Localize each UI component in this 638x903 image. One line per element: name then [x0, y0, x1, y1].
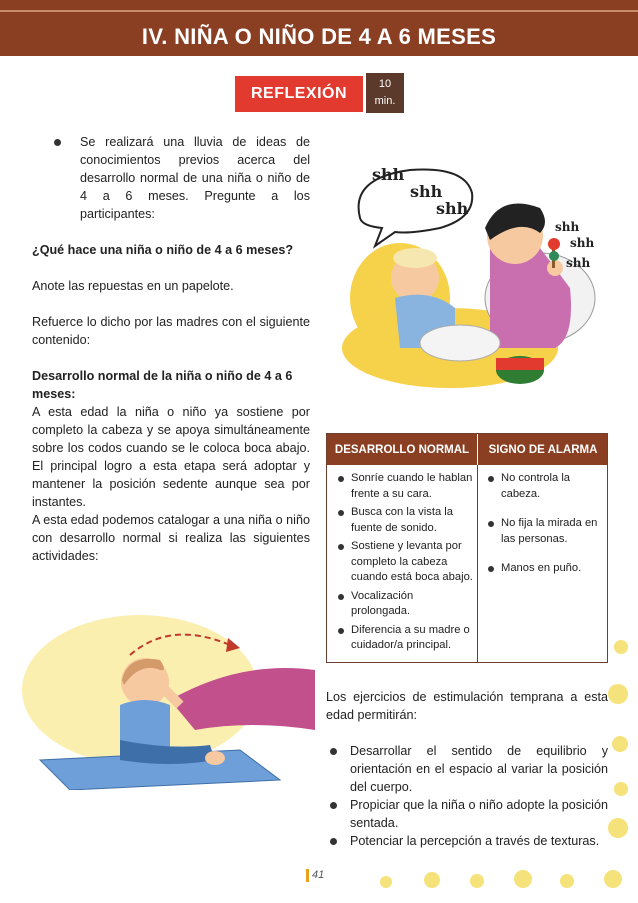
paragraph-activities: A esta edad podemos catalogar a una niña o niño con desarrollo normal si realiza las siguientes actividades: [32, 513, 310, 563]
header-normal: DESARROLLO NORMAL [334, 443, 470, 456]
table-header [327, 434, 607, 465]
right-column [326, 688, 608, 850]
exercises-intro: Los ejercicios de estimulación temprana a esta edad permitirán: [326, 690, 608, 722]
left-column [32, 133, 310, 565]
decor-dot [514, 870, 532, 888]
side-word-2: shh [570, 236, 595, 250]
list-item: Sonríe cuando le hablan frente a su cara. [337, 471, 473, 502]
bullet-icon [338, 628, 344, 634]
decor-dot [614, 782, 628, 796]
intro-bullet [32, 133, 310, 223]
normal-column [337, 471, 473, 657]
decor-dot [614, 640, 628, 654]
list-item: Propiciar que la niña o niño adopte la posición sentada. [326, 796, 608, 832]
bullet-icon [488, 476, 494, 482]
intro-text: Se realizará una lluvia de ideas de conocimientos previos acerca del desarrollo normal de una niña o niño de 4 a 6 meses. Pregunte a los participantes: [80, 135, 310, 221]
decor-dot [608, 684, 628, 704]
paragraph-notes: Anote las repuestas en un papelote. [32, 279, 234, 293]
paragraph-development: A esta edad la niña o niño ya sostiene por completo la cabeza y se apoya simultáneamente sobre los codos cuando se le coloca boca abajo. El principal logro a esta etapa será adoptar y mantener la posición sedente aunque sea por instantes. [32, 405, 310, 509]
baby-exercise-illustration [20, 610, 320, 790]
decor-dot [608, 818, 628, 838]
bullet-icon [338, 476, 344, 482]
list-item: Sostiene y levanta por completo la cabeza cuando está boca abajo. [337, 539, 473, 586]
section-heading: Desarrollo normal de la niña o niño de 4 a 6 meses: [32, 369, 293, 401]
bullet-icon [338, 544, 344, 550]
bullet-icon [330, 838, 337, 845]
page-title: IV. NIÑA O NIÑO DE 4 A 6 MESES [141, 24, 497, 49]
decor-dot [560, 874, 574, 888]
alarm-column [487, 471, 603, 591]
question: ¿Qué hace una niña o niño de 4 a 6 meses? [32, 243, 294, 257]
time-value: 10 [378, 78, 392, 90]
bubble-word-3: shh [436, 199, 469, 218]
list-item: Potenciar la percepción a través de texturas. [326, 832, 608, 850]
list-item: Desarrollar el sentido de equilibrio y orientación en el espacio al variar la posición del cuerpo. [326, 742, 608, 796]
list-item: Diferencia a su madre o cuidador/a principal. [337, 623, 473, 654]
decor-dot [604, 870, 622, 888]
list-item: No fija la mirada en las personas. [487, 516, 603, 547]
header-alarm: SIGNO DE ALARMA [477, 434, 608, 465]
bullet-icon [54, 139, 61, 146]
time-unit: min. [374, 95, 396, 107]
header-rule [0, 10, 638, 12]
decor-dot [470, 874, 484, 888]
time-box [366, 73, 404, 113]
paragraph-reinforce: Refuerce lo dicho por las madres con el siguiente contenido: [32, 315, 310, 347]
bullet-icon [330, 802, 337, 809]
column-divider [477, 465, 478, 662]
decor-dot [424, 872, 440, 888]
list-item: No controla la cabeza. [487, 471, 603, 502]
bubble-word-2: shh [410, 182, 443, 201]
bullet-icon [330, 748, 337, 755]
development-table [326, 433, 608, 663]
decor-dot [380, 876, 392, 888]
decor-dot [612, 736, 628, 752]
mother-baby-illustration [340, 148, 605, 398]
bullet-icon [338, 594, 344, 600]
side-word-3: shh [566, 256, 591, 270]
bullet-icon [488, 521, 494, 527]
side-word-1: shh [555, 220, 580, 234]
bubble-word-1: shh [372, 165, 405, 184]
list-item: Vocalización prolongada. [337, 589, 473, 620]
list-item: Manos en puño. [487, 561, 603, 577]
bullet-icon [488, 566, 494, 572]
page-number: 41 [312, 869, 325, 881]
reflexion-badge: REFLEXIÓN [235, 76, 363, 112]
list-item: Busca con la vista la fuente de sonido. [337, 505, 473, 536]
bullet-icon [338, 510, 344, 516]
